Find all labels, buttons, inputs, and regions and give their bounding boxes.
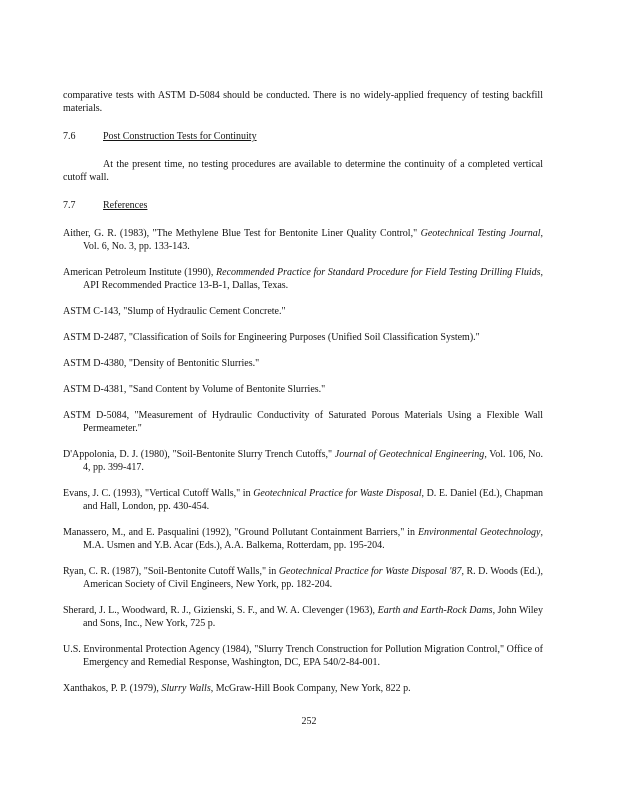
reference-text: ASTM C-143, "Slump of Hydraulic Cement Concrete." [63,306,286,317]
reference-text: ASTM D-4380, "Density of Bentonitic Slurries." [63,358,260,369]
reference-text: Manassero, M., and E. Pasqualini (1992), "Ground Pollutant Containment Barriers," in [63,527,418,538]
reference-text: , D. E. Daniel (Ed.), Chapman and Hall, London, pp. 430-454. [83,488,544,512]
reference-text: Aither, G. R. (1983), "The Methylene Blue Test for Bentonite Liner Quality Control," [63,228,421,239]
section-title: References [103,200,148,211]
reference-text: , API Recommended Practice 13-B-1, Dallas, Texas. [83,267,543,291]
page-number: 252 [301,716,317,727]
reference-entry [63,643,543,669]
reference-text: ASTM D-5084, "Measurement of Hydraulic Conductivity of Saturated Porous Materials Using a Flexible Wall Permeameter." [63,410,543,434]
section-7-6-body: At the present time, no testing procedures are available to determine the continuity of a completed vertical cutoff wall. [63,159,543,183]
document-page [63,89,543,695]
reference-entry [63,604,543,630]
reference-text: , Vol. 106, No. 4, pp. 399-417. [83,449,543,473]
reference-title: Geotechnical Practice for Waste Disposal '87 [278,566,462,577]
reference-text: , McGraw-Hill Book Company, New York, 822 p. [210,683,411,694]
reference-text: American Petroleum Institute (1990), [63,267,217,278]
reference-entry [63,266,543,292]
section-7-6-heading [63,130,543,143]
reference-title: Journal of Geotechnical Engineering [334,449,485,460]
section-number: 7.7 [63,200,76,211]
intro-paragraph: comparative tests with ASTM D-5084 should be conducted. There is no widely-applied frequency of testing backfill materials. [63,90,543,114]
reference-text: ASTM D-4381, "Sand Content by Volume of Bentonite Slurries." [63,384,326,395]
reference-text: Ryan, C. R. (1987), "Soil-Bentonite Cutoff Walls," in [63,566,279,577]
reference-entry [63,487,543,513]
reference-text: , M.A. Usmen and Y.B. Acar (Eds.), A.A. Balkema, Rotterdam, pp. 195-204. [83,527,543,551]
reference-text: , R. D. Woods (Ed.), American Society of Civil Engineers, New York, pp. 182-204. [83,566,543,590]
reference-entry [63,305,543,318]
section-number: 7.6 [63,131,76,142]
reference-title: Recommended Practice for Standard Procedure for Field Testing Drilling Fluids [216,267,541,278]
section-7-7-heading [63,199,543,212]
reference-entry [63,383,543,396]
reference-title: Geotechnical Practice for Waste Disposal [253,488,422,499]
reference-title: Environmental Geotechnology [417,527,541,538]
reference-entry [63,409,543,435]
reference-entry [63,448,543,474]
reference-text: , Vol. 6, No. 3, pp. 133-143. [83,228,543,252]
reference-text: Evans, J. C. (1993), "Vertical Cutoff Walls," in [63,488,254,499]
reference-list [63,227,543,695]
reference-entry [63,526,543,552]
reference-entry [63,357,543,370]
section-title: Post Construction Tests for Continuity [103,131,257,142]
reference-text: Xanthakos, P. P. (1979), [63,683,162,694]
reference-entry [63,227,543,253]
reference-entry [63,565,543,591]
reference-text: Sherard, J. L., Woodward, R. J., Gizienski, S. F., and W. A. Clevenger (1963), [63,605,378,616]
reference-text: D'Appolonia, D. J. (1980), "Soil-Bentonite Slurry Trench Cutoffs," [63,449,335,460]
reference-entry [63,682,543,695]
reference-title: Earth and Earth-Rock Dams [377,605,493,616]
reference-text: , John Wiley and Sons, Inc., New York, 725 p. [83,605,543,629]
reference-text: ASTM D-2487, "Classification of Soils for Engineering Purposes (Unified Soil Classification System)." [63,332,480,343]
reference-entry [63,331,543,344]
reference-title: Geotechnical Testing Journal [420,228,541,239]
reference-title: Slurry Walls [161,683,211,694]
reference-text: U.S. Environmental Protection Agency (1984), "Slurry Trench Construction for Pollution Migration Control," Office of Emergency and Remedial Response, Washington, DC, EPA 540/2-84-001. [63,644,543,668]
